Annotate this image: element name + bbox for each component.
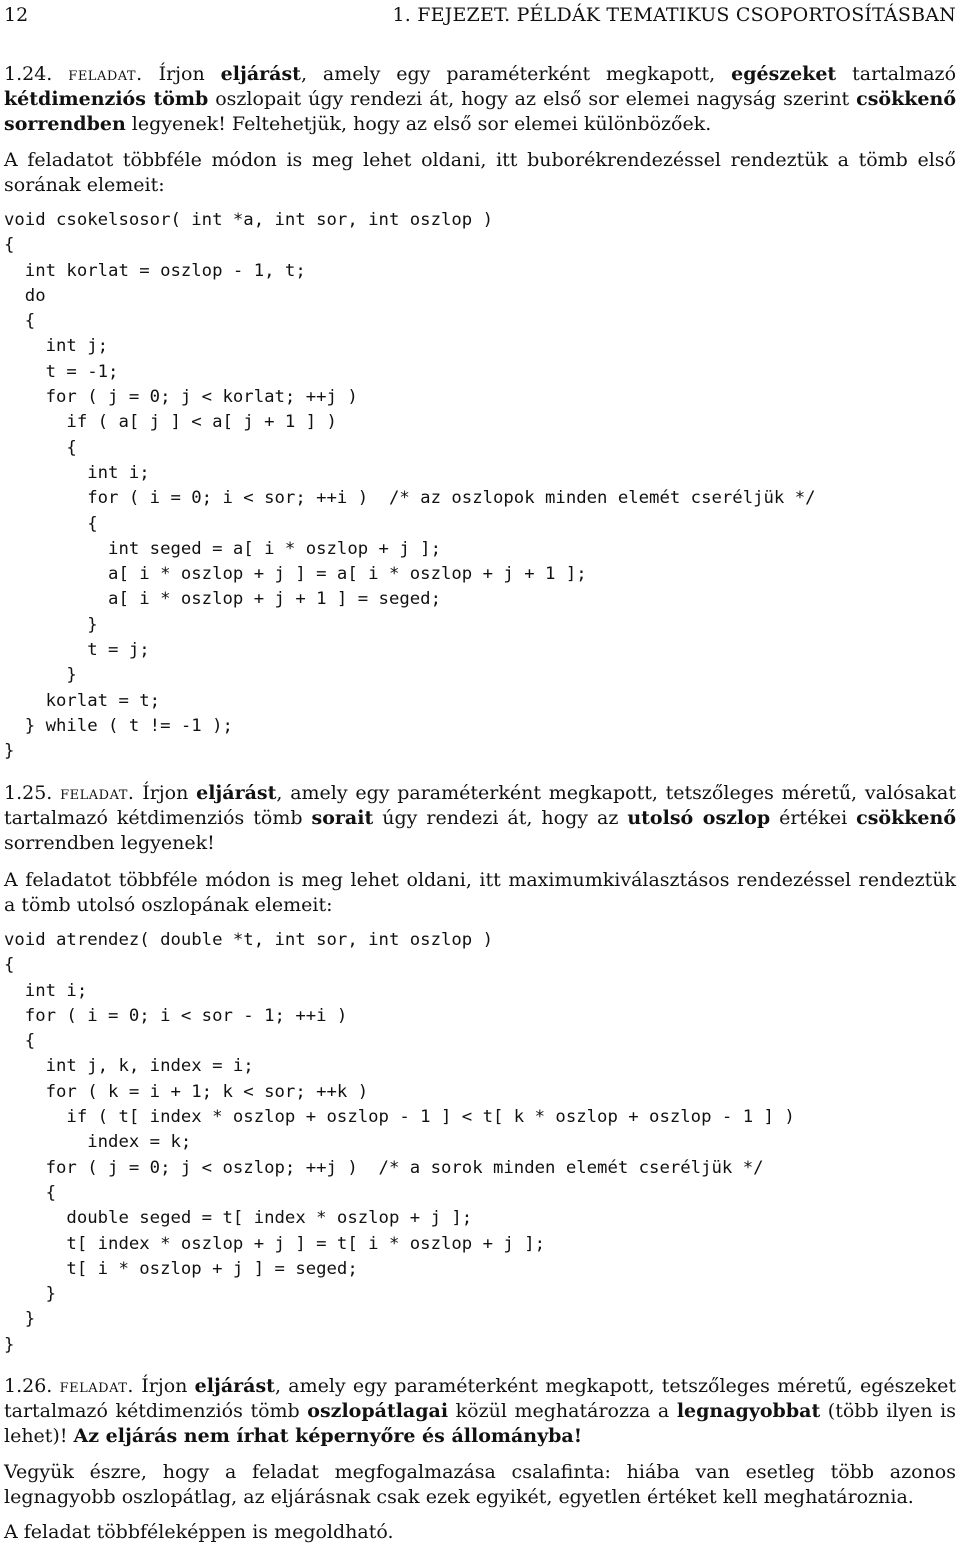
task-number: 1.25. (4, 782, 53, 804)
task-1-25-statement: 1.25. feladat. Írjon eljárást, amely egy paraméterként megkapott, tetszőleges méretű, valósakat tartalmazó kétdimenziós tömb sorait úgy rendezi át, hogy az utolsó oszlop értékei csökkenő sorrendben legyenek! (4, 782, 956, 854)
task-1-24-statement: 1.24. feladat. Írjon eljárást, amely egy paraméterként megkapott, egészeket tartalmazó kétdimenziós tömb oszlopait úgy rendezi át, hogy az első sor elemei nagyság szerint csökkenő sorrendben legyenek! Feltehetjük, hogy az első sor elemei különbözőek. (4, 63, 957, 135)
task-1-26-closing: A feladat többféleképpen is megoldható. (4, 1521, 394, 1543)
task-label: feladat. (68, 63, 143, 85)
task-1-26-statement: 1.26. feladat. Írjon eljárást, amely egy paraméterként megkapott, tetszőleges méretű, egészeket tartalmazó kétdimenziós tömb oszlopátlagai közül meghatározza a legnagyobbat (több ilyen is lehet)! Az eljárás nem írhat képernyőre és állományba! (4, 1375, 956, 1447)
page-number: 12 (4, 4, 29, 26)
page-header (4, 4, 956, 30)
code-block-atrendez: void atrendez( double *t, int sor, int oszlop ) { int i; for ( i = 0; i < sor - 1; ++i ) { int j, k, index = i; for ( k = i + 1; k < sor; ++k ) if ( t[ index * oszlop + oszlop - 1 ] < t[ k * oszlop + oszlop - 1 ] ) index = k; for ( j = 0; j < oszlop; ++j ) /* a sorok minden elemét cseréljük */ { double seged = t[ index * oszlop + j ]; t[ index * oszlop + j ] = t[ i * oszlop + j ]; t[ i * oszlop + j ] = seged; } } } (4, 930, 795, 1355)
task-number: 1.24. (4, 63, 53, 85)
task-1-24-intro: A feladatot többféle módon is meg lehet oldani, itt buborékrendezéssel rendeztük a tömb első sorának elemeit: (4, 149, 956, 196)
code-block-csokelsosor: void csokelsosor( int *a, int sor, int oszlop ) { int korlat = oszlop - 1, t; do { int j; t = -1; for ( j = 0; j < korlat; ++j ) if ( a[ j ] < a[ j + 1 ] ) { int i; for ( i = 0; i < sor; ++i ) /* az oszlopok minden elemét cseréljük */ { int seged = a[ i * oszlop + j ]; a[ i * oszlop + j ] = a[ i * oszlop + j + 1 ]; a[ i * oszlop + j + 1 ] = seged; } t = j; } korlat = t; } while ( t != -1 ); } (4, 210, 816, 762)
task-number: 1.26. (4, 1375, 53, 1397)
task-label: feladat. (60, 782, 135, 804)
chapter-title: 1. FEJEZET. PÉLDÁK TEMATIKUS CSOPORTOSÍTÁSBAN (392, 4, 956, 26)
task-label: feladat. (59, 1375, 134, 1397)
task-1-25-intro: A feladatot többféle módon is meg lehet oldani, itt maximumkiválasztásos rendezéssel rendeztük a tömb utolsó oszlopának elemeit: (4, 869, 956, 916)
task-1-26-note: Vegyük észre, hogy a feladat megfogalmazása csalafinta: hiába van esetleg több azonos legnagyobb oszlopátlag, az eljárásnak csak ezek egyikét, egyetlen értéket kell meghatároznia. (4, 1461, 956, 1508)
